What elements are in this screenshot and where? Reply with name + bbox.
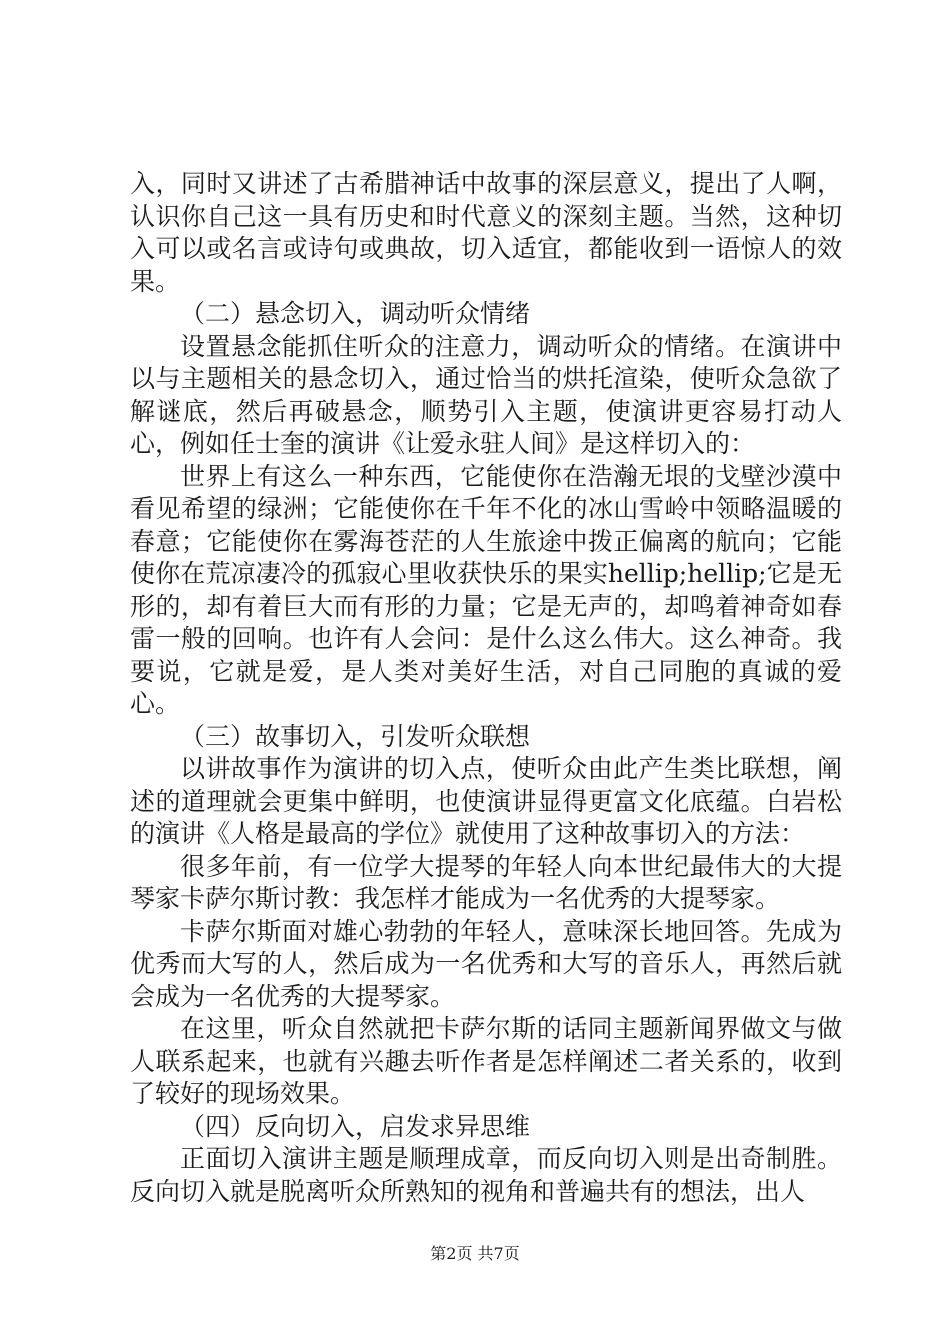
paragraph-3: 设置悬念能抓住听众的注意力，调动听众的情绪。在演讲中以与主题相关的悬念切入，通过恰当的烘托渲染，使听众急欲了解谜底，然后再破悬念，顺势引入主题，使演讲更容易打动人心，例如任士奎的演讲《让爱永驻人间》是这样切入的： bbox=[130, 331, 842, 458]
section-heading-suspense: （二）悬念切入，调动听众情绪 bbox=[180, 299, 531, 328]
paragraph-11: 正面切入演讲主题是顺理成章，而反向切入则是出奇制胜。反向切入就是脱离听众所熟知的视角和普遍共有的想法，出人 bbox=[130, 1144, 842, 1206]
paragraph-7: 很多年前，有一位学大提琴的年轻人向本世纪最伟大的大提琴家卡萨尔斯讨教：我怎样才能成为一名优秀的大提琴家。 bbox=[130, 851, 842, 913]
paragraph-8: 卡萨尔斯面对雄心勃勃的年轻人，意味深长地回答。先成为优秀而大写的人，然后成为一名优秀和大写的音乐人，再然后就会成为一名优秀的大提琴家。 bbox=[130, 916, 842, 1011]
document-body bbox=[130, 168, 842, 1208]
paragraph-1: 入，同时又讲述了古希腊神话中故事的深层意义，提出了人啊，认识你自己这一具有历史和时代意义的深刻主题。当然，这种切入可以或名言或诗句或典故，切入适宜，都能收到一语惊人的效果。 bbox=[130, 169, 842, 296]
page-footer: 第2页 共7页 bbox=[430, 1244, 520, 1263]
paragraph-quote-love: 世界上有这么一种东西，它能使你在浩瀚无垠的戈壁沙漠中看见希望的绿洲；它能使你在千年不化的冰山雪岭中领略温暖的春意；它能使你在雾海苍茫的人生旅途中拨正偏离的航向；它能使你在荒凉凄冷的孤寂心里收获快乐的果实hellip;hellip;它是无形的，却有着巨大而有形的力量；它是无声的，却鸣着神奇如春雷一般的回响。也许有人会问：是什么这么伟大。这么神奇。我要说，它就是爱，是人类对美好生活，对自己同胞的真诚的爱心。 bbox=[130, 461, 842, 718]
section-heading-reverse: （四）反向切入，启发求异思维 bbox=[180, 1111, 531, 1141]
paragraph-9: 在这里，听众自然就把卡萨尔斯的话同主题新闻界做文与做人联系起来，也就有兴趣去听作者是怎样阐述二者关系的，收到了较好的现场效果。 bbox=[130, 1014, 842, 1108]
paragraph-6: 以讲故事作为演讲的切入点，使听众由此产生类比联想，阐述的道理就会更集中鲜明，也使演讲显得更富文化底蕴。白岩松的演讲《人格是最高的学位》就使用了这种故事切入的方法： bbox=[130, 754, 842, 848]
section-heading-story: （三）故事切入，引发听众联想 bbox=[180, 721, 531, 751]
